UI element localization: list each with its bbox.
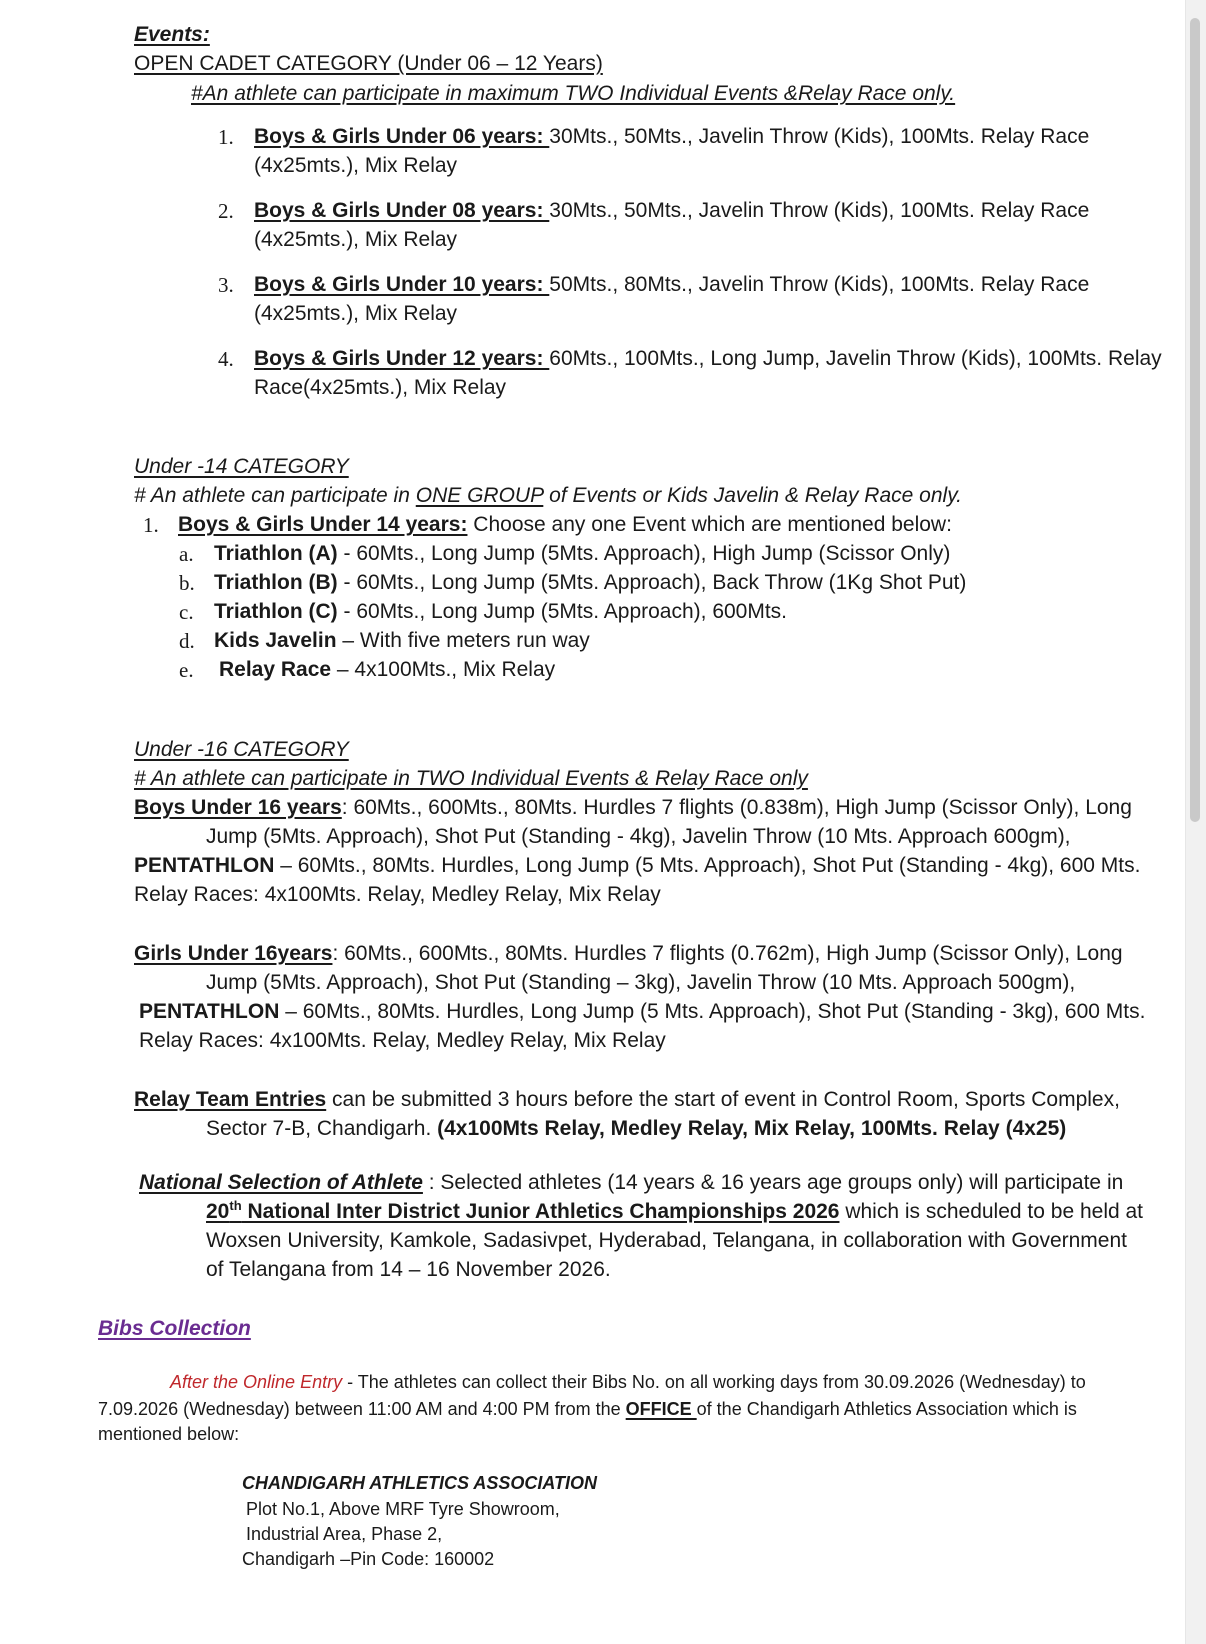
cadet-item-continued: (4x25mts.), Mix Relay [254, 228, 458, 251]
address-line: Plot No.1, Above MRF Tyre Showroom, [246, 1499, 560, 1519]
cadet-item-label: Boys & Girls Under 10 years: [254, 273, 550, 296]
u16-boys-text: : 60Mts., 600Mts., 80Mts. Hurdles 7 flights (0.838m), High Jump (Scissor Only), Long [341, 796, 1132, 819]
u16-girls-pentathlon [139, 999, 1145, 1025]
u14-item-label: Boys & Girls Under 14 years: [178, 513, 468, 536]
cadet-item-continued: (4x25mts.), Mix Relay [254, 154, 458, 177]
u14-sub-letter: b. [179, 571, 195, 595]
u14-item [178, 512, 952, 538]
u14-sub-item [214, 599, 787, 625]
u14-note-emphasis: ONE GROUP [415, 484, 544, 507]
national-selection [139, 1170, 1123, 1196]
u14-sub-item [214, 541, 950, 567]
u16-boys-pentathlon-label: PENTATHLON [134, 854, 275, 877]
u14-note-text: # An athlete can participate in [134, 484, 416, 507]
cadet-item-continued: Race(4x25mts.), Mix Relay [254, 376, 507, 399]
cadet-note: #An athlete can participate in maximum TWO Individual Events &Relay Race only. [191, 82, 956, 105]
u16-boys-relay: Relay Races: 4x100Mts. Relay, Medley Relay, Mix Relay [134, 883, 661, 906]
cadet-item [254, 198, 1089, 224]
u14-sub-text: - 60Mts., Long Jump (5Mts. Approach), Back Throw (1Kg Shot Put) [337, 571, 967, 594]
cadet-item-text: 50Mts., 80Mts., Javelin Throw (Kids), 100Mts. Relay Race [549, 273, 1090, 296]
cadet-item-label: Boys & Girls Under 08 years: [254, 199, 550, 222]
u14-note-text-end: of Events or Kids Javelin & Relay Race only. [543, 484, 962, 507]
u14-sub-label: Triathlon (C) [214, 600, 338, 623]
u14-sub-item [214, 570, 966, 596]
u14-sub-text: - 60Mts., Long Jump (5Mts. Approach), High Jump (Scissor Only) [337, 542, 951, 565]
cadet-item [254, 124, 1089, 150]
address-name: CHANDIGARH ATHLETICS ASSOCIATION [242, 1473, 597, 1493]
address-line: Chandigarh –Pin Code: 160002 [242, 1549, 495, 1569]
national-selection-label: National Selection of Athlete [139, 1171, 423, 1194]
cadet-item-continued: (4x25mts.), Mix Relay [254, 302, 458, 325]
u16-boys-events-continued: Jump (5Mts. Approach), Shot Put (Standing - 4kg), Javelin Throw (10 Mts. Approach 600gm), [206, 825, 1071, 848]
u16-boys-pentathlon-text: – 60Mts., 80Mts. Hurdles, Long Jump (5 Mts. Approach), Shot Put (Standing - 4kg), 600 Mts. [274, 854, 1141, 877]
u14-title: Under -14 CATEGORY [134, 455, 349, 478]
bibs-text [170, 1370, 1086, 1394]
u14-sub-letter: d. [179, 629, 195, 653]
u16-boys-events [134, 795, 1132, 821]
bibs-text-end: mentioned below: [98, 1424, 240, 1444]
bibs-office: OFFICE [625, 1399, 697, 1419]
relay-entries-location: Sector 7-B, Chandigarh. [206, 1117, 438, 1140]
u14-sub-label: Triathlon (A) [214, 542, 338, 565]
scrollbar-thumb[interactable] [1190, 18, 1200, 822]
cadet-item-text: 30Mts., 50Mts., Javelin Throw (Kids), 100Mts. Relay Race [549, 199, 1090, 222]
u14-note [134, 483, 962, 509]
u14-sub-label: Relay Race [219, 658, 332, 681]
bibs-title: Bibs Collection [98, 1317, 251, 1340]
u16-girls-events-continued: Jump (5Mts. Approach), Shot Put (Standing – 3kg), Javelin Throw (10 Mts. Approach 500gm), [206, 971, 1076, 994]
u14-sub-text: – With five meters run way [336, 629, 590, 652]
u14-sub-text: - 60Mts., Long Jump (5Mts. Approach), 600Mts. [337, 600, 788, 623]
u14-sub-text: – 4x100Mts., Mix Relay [331, 658, 556, 681]
u14-sub-label: Kids Javelin [214, 629, 337, 652]
u16-girls-text: : 60Mts., 600Mts., 80Mts. Hurdles 7 flights (0.762m), High Jump (Scissor Only), Long [332, 942, 1123, 965]
national-selection-text: : Selected athletes (14 years & 16 years age groups only) will participate in [422, 1171, 1124, 1194]
u14-sub-letter: e. [179, 658, 194, 682]
cadet-item-label: Boys & Girls Under 12 years: [254, 347, 550, 370]
u16-girls-events [134, 941, 1123, 967]
cadet-item-number: 4. [218, 347, 234, 371]
u16-girls-relay: Relay Races: 4x100Mts. Relay, Medley Relay, Mix Relay [139, 1029, 666, 1052]
bibs-lead: After the Online Entry [170, 1372, 343, 1392]
championship-title: National Inter District Junior Athletics Championships 2026 [241, 1200, 840, 1223]
national-venue: Woxsen University, Kamkole, Sadasivpet, Hyderabad, Telangana, in collaboration with Government [206, 1229, 1127, 1252]
u16-boys-label: Boys Under 16 years [134, 796, 342, 819]
cadet-item-text: 60Mts., 100Mts., Long Jump, Javelin Throw (Kids), 100Mts. Relay [549, 347, 1162, 370]
u16-girls-pentathlon-text: – 60Mts., 80Mts. Hurdles, Long Jump (5 Mts. Approach), Shot Put (Standing - 3kg), 600 Mts. [279, 1000, 1146, 1023]
u16-girls-label: Girls Under 16years [134, 942, 333, 965]
u16-boys-pentathlon [134, 853, 1140, 879]
u14-sub-letter: a. [179, 542, 194, 566]
u14-sub-item [214, 628, 590, 654]
national-dates: of Telangana from 14 – 16 November 2026. [206, 1258, 611, 1281]
bibs-text-line: 7.09.2026 (Wednesday) between 11:00 AM and 4:00 PM from the [98, 1399, 626, 1419]
cadet-item-number: 1. [218, 125, 234, 149]
national-championship-line [206, 1199, 1143, 1225]
events-heading: Events: [134, 23, 210, 46]
relay-entries-events: (4x100Mts Relay, Medley Relay, Mix Relay, 100Mts. Relay (4x25) [437, 1117, 1067, 1140]
u14-item-number: 1. [143, 513, 159, 537]
cadet-item-text: 30Mts., 50Mts., Javelin Throw (Kids), 100Mts. Relay Race [549, 125, 1090, 148]
championship-name [206, 1200, 839, 1223]
u14-sub-label: Triathlon (B) [214, 571, 338, 594]
u14-sub-letter: c. [179, 600, 194, 624]
cadet-item-label: Boys & Girls Under 06 years: [254, 125, 550, 148]
u16-girls-pentathlon-label: PENTATHLON [139, 1000, 280, 1023]
u16-note: # An athlete can participate in TWO Individual Events & Relay Race only [134, 767, 808, 790]
cadet-item [254, 346, 1162, 372]
cadet-title: OPEN CADET CATEGORY (Under 06 – 12 Years) [134, 52, 603, 75]
cadet-item-number: 3. [218, 273, 234, 297]
u14-sub-item [219, 657, 555, 683]
cadet-item [254, 272, 1089, 298]
relay-entries-label: Relay Team Entries [134, 1088, 327, 1111]
relay-entries-continued [206, 1116, 1066, 1142]
address-line: Industrial Area, Phase 2, [246, 1524, 443, 1544]
relay-entries [134, 1087, 1120, 1113]
relay-entries-text: can be submitted 3 hours before the start of event in Control Room, Sports Complex, [326, 1088, 1120, 1111]
bibs-text-line: - The athletes can collect their Bibs No. on all working days from 30.09.2026 (Wednesday) to [342, 1372, 1086, 1392]
bibs-text-line: of the Chandigarh Athletics Association which is [696, 1399, 1077, 1419]
bibs-text-continued [98, 1397, 1077, 1421]
championship-ordinal: 20 [206, 1200, 230, 1223]
u16-title: Under -16 CATEGORY [134, 738, 349, 761]
u14-item-text: Choose any one Event which are mentioned below: [467, 513, 952, 536]
cadet-item-number: 2. [218, 199, 234, 223]
championship-ordinal-suffix: th [229, 1198, 242, 1213]
national-selection-text: which is scheduled to be held at [839, 1200, 1144, 1223]
